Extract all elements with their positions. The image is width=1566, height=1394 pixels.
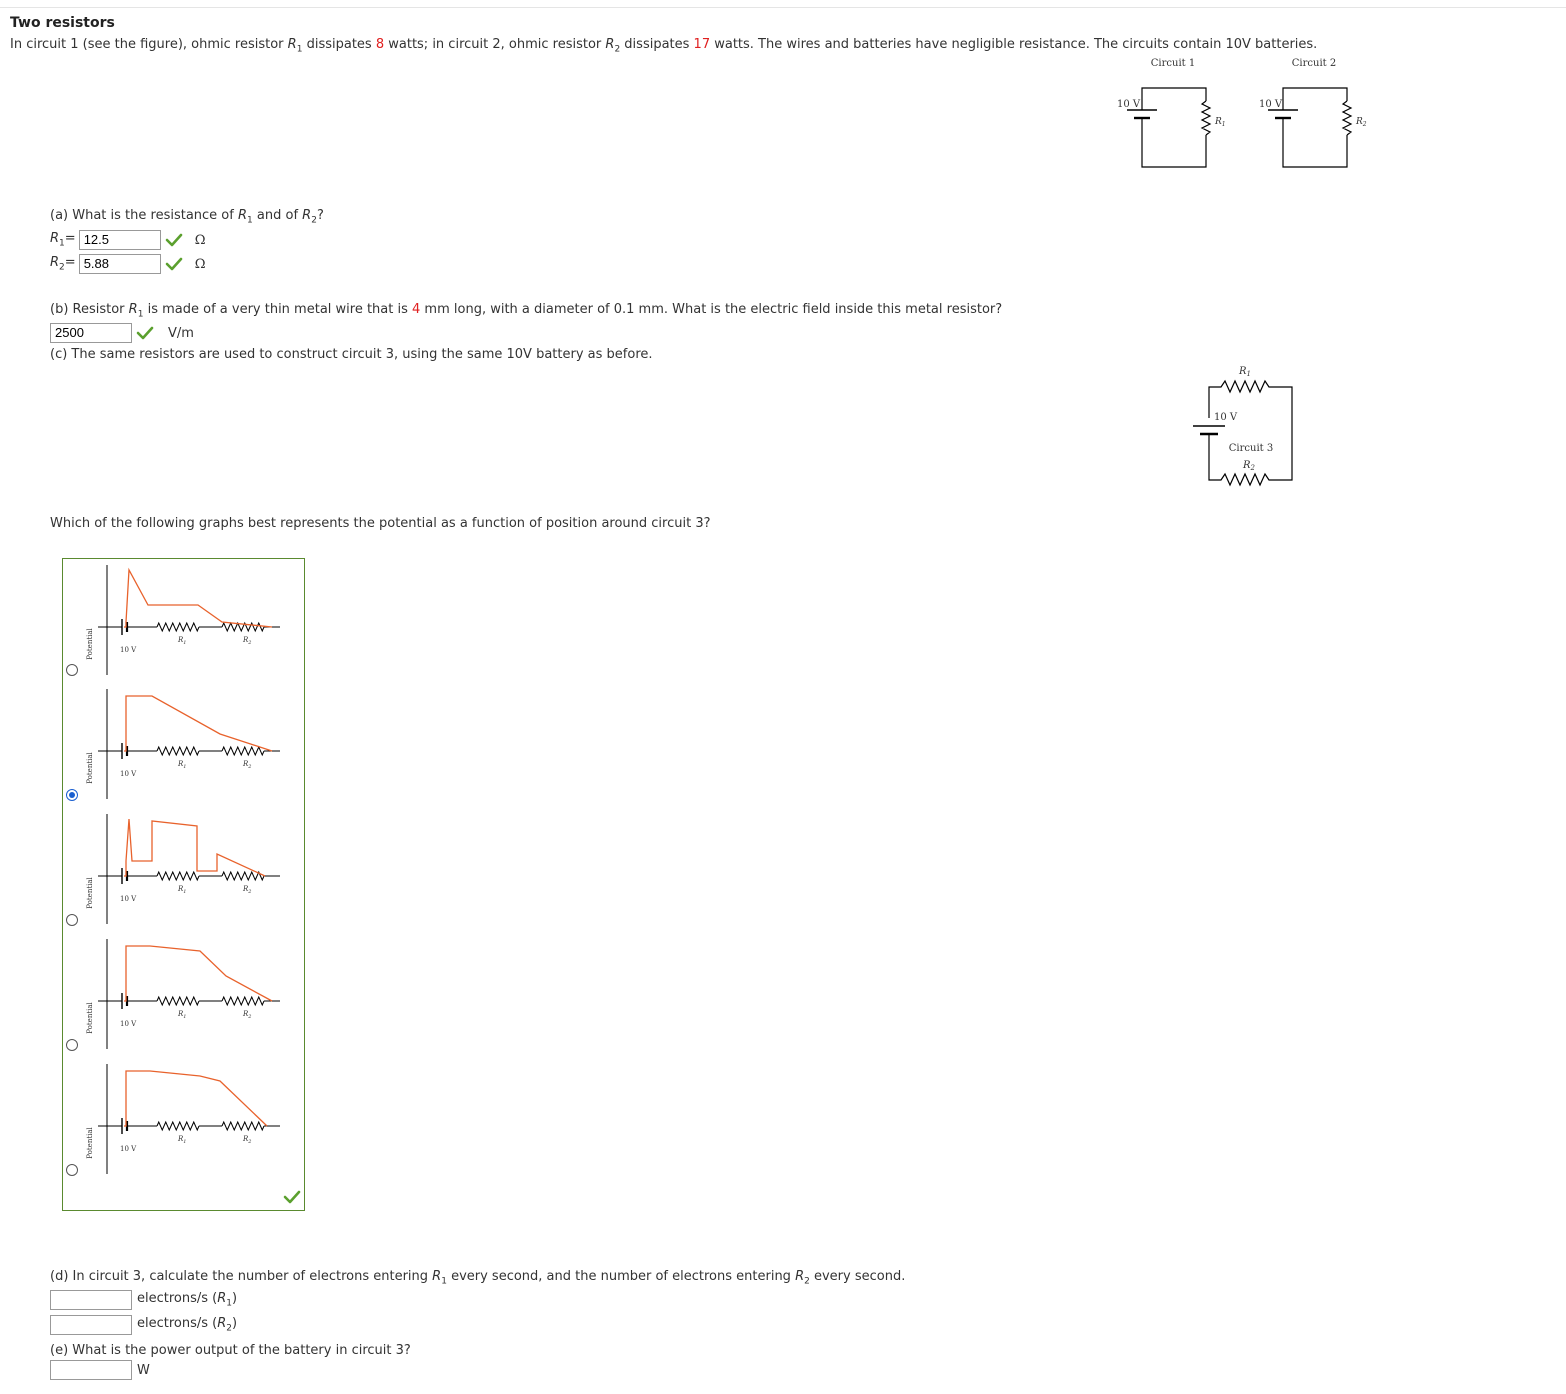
efield-unit: V/m [168,325,194,341]
part-e-question: (e) What is the power output of the battery in circuit 3? [50,1343,411,1358]
part-c-question: (c) The same resistors are used to construct circuit 3, using the same 10V battery as before. [50,347,653,362]
wire-length-value: 4 [412,302,421,317]
circuit1-label: Circuit 1 [1150,58,1196,69]
graph-r1-label: $R_1$ [178,885,187,895]
graph-option-1[interactable] [82,562,287,680]
graph-option-5[interactable] [82,1061,287,1179]
graph-option-radio-5[interactable] [66,1164,78,1176]
battery-power-field[interactable] [50,1360,132,1380]
graph-ylabel: Potential [86,877,94,909]
graph-option-radio-2[interactable] [66,789,78,801]
graph-option-2[interactable] [82,686,287,804]
potential-curve [124,946,272,1001]
r1-label: $R_1=$ [50,231,76,249]
part-b-question: (b) Resistor $R_1$ is made of a very thin metal wire that is 4 mm long, with a diameter of 0.1 mm. What is the electric field inside this metal resistor? [50,302,1003,320]
r2-answer-row [50,254,205,274]
electrons-r2-field[interactable] [50,1315,132,1335]
ohm-unit: Ω [194,256,206,272]
r2-answer-field[interactable]: 5.88 [79,254,161,274]
graph-battery-label: 10 V [120,770,137,778]
graph-battery-label: 10 V [120,1145,137,1153]
graph-ylabel: Potential [86,628,94,660]
graph-option-radio-3[interactable] [66,914,78,926]
electrons-r2-row [50,1315,237,1335]
circuit3-figure [1185,362,1305,492]
r1-answer-row [50,230,205,250]
graph-option-4[interactable] [82,936,287,1054]
correct-check-icon [165,233,183,247]
graph-battery-label: 10 V [120,646,137,654]
potential-curve [124,1071,267,1126]
ohm-unit: Ω [194,232,206,248]
circuit2-battery-label: 10 V [1259,99,1283,110]
circuit1-r1-label: $R_1$ [1215,117,1226,128]
electrons-r1-field[interactable] [50,1290,132,1310]
graph-r1-label: $R_1$ [178,1135,187,1145]
correct-check-icon [136,326,154,340]
electrons-r1-label: electrons/s $(R_1)$ [137,1291,238,1309]
graph-r1-label: $R_1$ [178,1010,187,1020]
circuits-1-2-figure [1110,55,1370,175]
r2-label: $R_2=$ [50,255,76,273]
graph-question: Which of the following graphs best represents the potential as a function of position around circuit 3? [50,516,711,531]
circuit2-label: Circuit 2 [1291,58,1337,69]
graph-r2-label: $R_2$ [243,636,252,646]
power-r2-value: 17 [693,37,711,52]
correct-check-icon [283,1190,301,1204]
electrons-r1-row [50,1290,237,1310]
graph-r2-label: $R_2$ [243,760,252,770]
part-a-question: (a) What is the resistance of $R_1$ and of $R_2$? [50,208,324,226]
part-d-question: (d) In circuit 3, calculate the number of electrons entering $R_1$ every second, and the number of electrons entering $R_2$ every second. [50,1269,906,1287]
battery-power-row [50,1360,150,1380]
potential-curve [124,696,272,751]
circuit3-label: Circuit 3 [1228,443,1274,454]
circuit2-r2-label: $R_2$ [1356,117,1367,128]
graph-axes [98,1064,280,1174]
circuit3-r2-label: $R_2$ [1243,460,1255,472]
r1-answer-field[interactable]: 12.5 [79,230,161,250]
circuit3-r1-label: $R_1$ [1239,366,1251,378]
top-divider [0,7,1566,8]
electrons-r2-label: electrons/s $(R_2)$ [137,1316,238,1334]
graph-r2-label: $R_2$ [243,1135,252,1145]
graph-r2-label: $R_2$ [243,1010,252,1020]
graph-axes [98,939,280,1049]
graph-option-radio-4[interactable] [66,1039,78,1051]
efield-answer-field[interactable]: 2500 [50,323,132,343]
correct-check-icon [165,257,183,271]
graph-r2-label: $R_2$ [243,885,252,895]
watts-unit: W [137,1362,150,1378]
potential-curve [124,819,265,876]
graph-ylabel: Potential [86,1127,94,1159]
circuit1-battery-label: 10 V [1117,99,1141,110]
circuit3-battery-label: 10 V [1214,412,1238,423]
graph-axes [98,565,280,675]
problem-title: Two resistors [10,15,115,31]
power-r1-value: 8 [375,37,385,52]
graph-r1-label: $R_1$ [178,760,187,770]
graph-option-3[interactable] [82,811,287,929]
graph-axes [98,689,280,799]
problem-intro: In circuit 1 (see the figure), ohmic resistor $R_1$ dissipates 8 watts; in circuit 2, ohmic resistor $R_2$ dissipates 17 watts. The wires and batteries have negligible resistance. The circuits contain 10V batteries. [10,37,1318,55]
graph-battery-label: 10 V [120,1020,137,1028]
graph-battery-label: 10 V [120,895,137,903]
graph-ylabel: Potential [86,752,94,784]
graph-option-radio-1[interactable] [66,664,78,676]
efield-answer-row [50,323,194,343]
graph-axes [98,814,280,924]
graph-ylabel: Potential [86,1002,94,1034]
graph-r1-label: $R_1$ [178,636,187,646]
potential-curve [124,570,272,627]
